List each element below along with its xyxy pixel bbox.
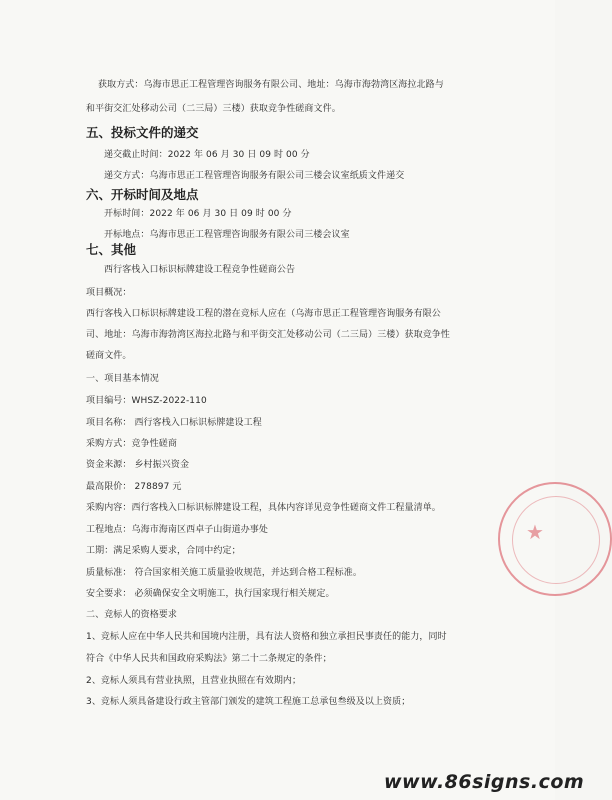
safety-requirement: 安全要求： 必须确保安全文明施工，执行国家现行相关规定。 xyxy=(86,589,335,599)
site-watermark: www.86signs.com xyxy=(384,771,585,793)
quality-standard: 质量标准： 符合国家相关施工质量验收规范，并达到合格工程标准。 xyxy=(86,568,362,578)
procurement-method: 采购方式：竞争性磋商 xyxy=(86,439,178,449)
qualification-item-2: 2、竞标人须具有营业执照，且营业执照在有效期内； xyxy=(86,676,302,686)
qualification-item-3: 3、竞标人须具备建设行政主管部门颁发的建筑工程施工总承包叁级及以上资质； xyxy=(86,697,411,707)
submission-method: 递交方式：乌海市思正工程管理咨询服务有限公司三楼会议室纸质文件递交 xyxy=(104,171,405,181)
overview-paragraph-3: 磋商文件。 xyxy=(86,351,132,361)
fund-source: 资金来源： 乡村振兴资金 xyxy=(86,460,190,470)
section-heading-7: 七、其他 xyxy=(86,242,137,257)
announcement-title: 西行客栈入口标识标牌建设工程竞争性磋商公告 xyxy=(104,265,296,275)
project-overview-label: 项目概况： xyxy=(86,288,132,298)
qualification-item-1: 1、竞标人应在中华人民共和国境内注册，具有法人资格和独立承担民事责任的能力，同时 xyxy=(86,632,447,642)
section-heading-6: 六、开标时间及地点 xyxy=(86,187,199,202)
project-number: 项目编号：WHSZ-2022-110 xyxy=(86,396,207,406)
section-heading-5: 五、投标文件的递交 xyxy=(86,125,199,140)
max-price: 最高限价： 278897 元 xyxy=(86,482,182,492)
project-name: 项目名称： 西行客栈入口标识标牌建设工程 xyxy=(86,418,262,428)
procurement-content: 采购内容：西行客栈入口标识标牌建设工程，具体内容详见竞争性磋商文件工程量清单。 xyxy=(86,503,441,513)
qualification-item-1-cont: 符合《中华人民共和国政府采购法》第二十二条规定的条件； xyxy=(86,654,332,664)
acquisition-method-line-cont: 和平街交汇处移动公司（二三局）三楼）获取竞争性磋商文件。 xyxy=(86,104,341,114)
project-location: 工程地点：乌海市海南区西卓子山街道办事处 xyxy=(86,525,269,535)
construction-period: 工期：满足采购人要求，合同中约定； xyxy=(86,546,241,556)
submission-deadline: 递交截止时间：2022 年 06 月 30 日 09 时 00 分 xyxy=(104,150,310,160)
basic-info-heading: 一、项目基本情况 xyxy=(86,374,159,384)
opening-location: 开标地点：乌海市思正工程管理咨询服务有限公司三楼会议室 xyxy=(104,230,350,240)
qualification-heading: 二、竞标人的资格要求 xyxy=(86,610,178,620)
overview-paragraph-1: 西行客栈入口标识标牌建设工程的潜在竞标人应在（乌海市思正工程管理咨询服务有限公 xyxy=(86,309,441,319)
opening-time: 开标时间：2022 年 06 月 30 日 09 时 00 分 xyxy=(104,209,292,219)
acquisition-method-line: 获取方式：乌海市思正工程管理咨询服务有限公司、地址：乌海市海勃湾区海拉北路与 xyxy=(98,80,444,90)
overview-paragraph-2: 司、地址：乌海市海勃湾区海拉北路与和平街交汇处移动公司（二三局）三楼）获取竞争性 xyxy=(86,330,451,340)
red-seal-stamp: ★ xyxy=(498,482,612,596)
